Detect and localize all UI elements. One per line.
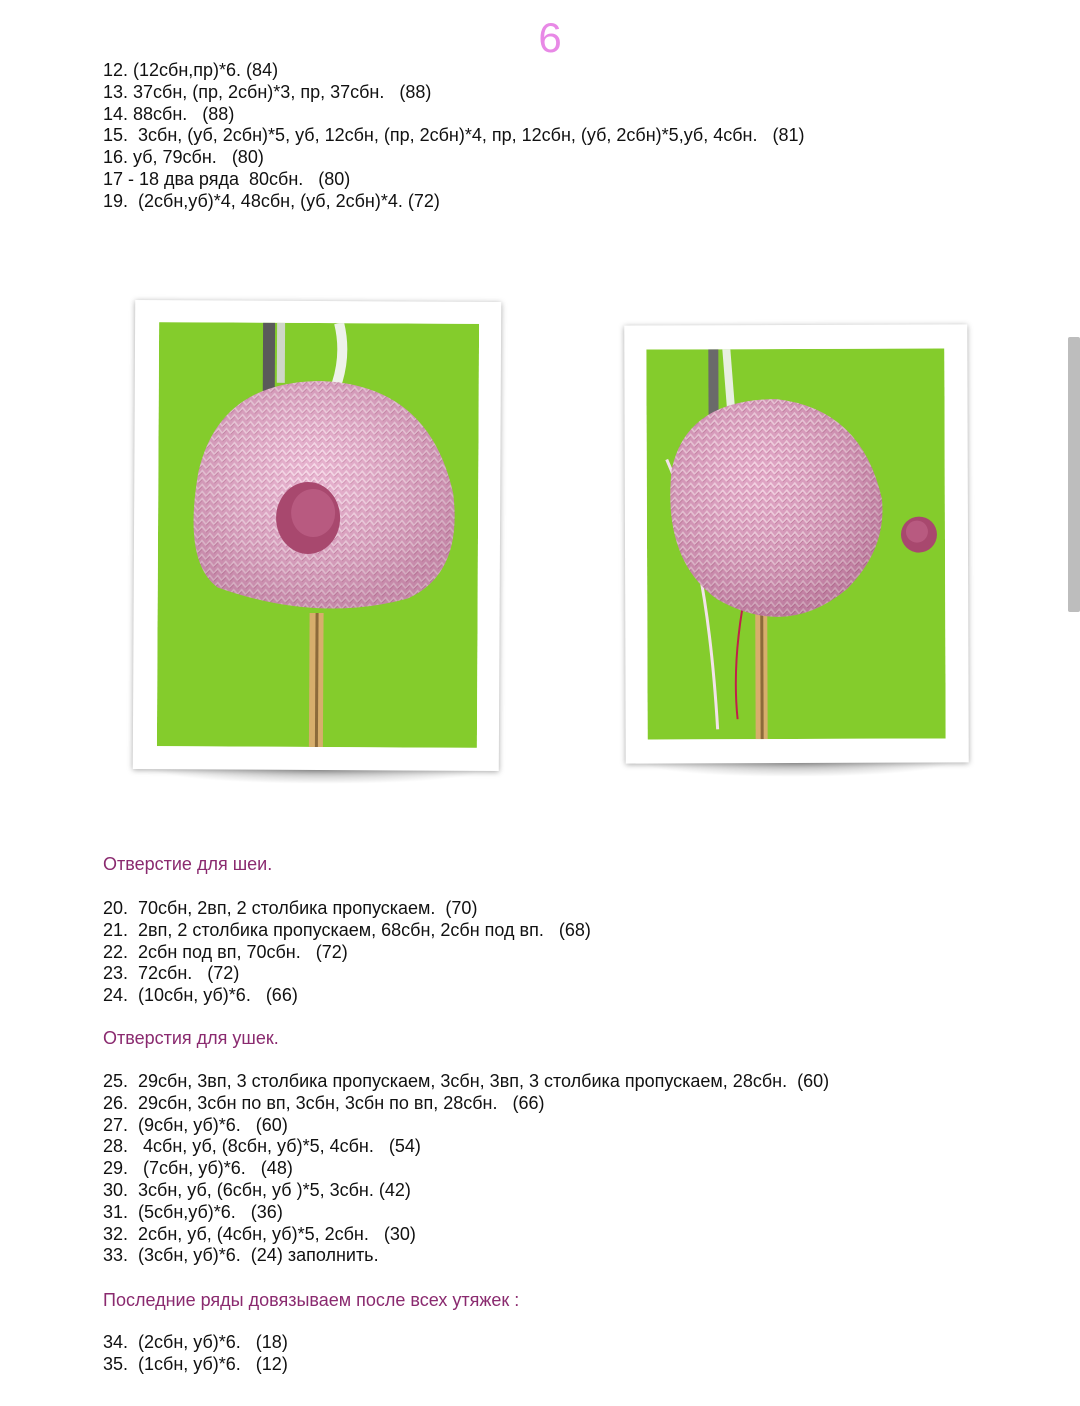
instruction-row: 25. 29сбн, 3вп, 3 столбика пропускаем, 3сбн, 3вп, 3 столбика пропускаем, 28сбн. (60)	[103, 1071, 830, 1091]
instruction-list-rows-34-35	[103, 1332, 288, 1376]
photo-side-view	[624, 324, 969, 763]
instruction-row: 23. 72сбн. (72)	[103, 963, 240, 984]
instruction-row: 20. 70сбн, 2вп, 2 столбика пропускаем. (70)	[103, 898, 478, 918]
instruction-row: 22. 2сбн под вп, 70сбн. (72)	[103, 941, 348, 962]
instruction-list-rows-20-24	[103, 898, 591, 1007]
instruction-row: 29. (7сбн, уб)*6. (48)	[103, 1158, 293, 1179]
scrollbar-thumb[interactable]	[1068, 337, 1080, 612]
instruction-row: 35. (1сбн, уб)*6. (12)	[103, 1353, 288, 1374]
instruction-row: 32. 2сбн, уб, (4сбн, уб)*5, 2сбн. (30)	[103, 1223, 416, 1244]
instruction-row: 24. (10сбн, уб)*6. (66)	[103, 985, 298, 1006]
instruction-row: 31. (5сбн,уб)*6. (36)	[103, 1201, 283, 1222]
instruction-row: 27. (9сбн, уб)*6. (60)	[103, 1114, 288, 1135]
instruction-list-rows-12-19	[103, 60, 804, 213]
crochet-head-side-photo-icon	[646, 348, 945, 739]
instruction-row: 19. (2сбн,уб)*4, 48сбн, (уб, 2сбн)*4. (72)	[103, 190, 440, 211]
section-heading-neck-opening: Отверстие для шеи.	[103, 854, 273, 874]
instruction-row: 15. 3сбн, (уб, 2сбн)*5, уб, 12сбн, (пр, 2сбн)*4, пр, 12сбн, (уб, 2сбн)*5,уб, 4сбн. (81)	[103, 125, 805, 146]
instruction-row: 21. 2вп, 2 столбика пропускаем, 68сбн, 2сбн под вп. (68)	[103, 919, 591, 940]
photo-front-view	[133, 300, 501, 771]
instruction-row: 26. 29сбн, 3сбн по вп, 3сбн, 3сбн по вп, 28сбн. (66)	[103, 1092, 545, 1113]
section-heading-ear-openings: Отверстия для ушек.	[103, 1028, 279, 1048]
instruction-row: 17 - 18 два ряда 80сбн. (80)	[103, 168, 351, 189]
instruction-row: 34. (2сбн, уб)*6. (18)	[103, 1332, 288, 1352]
instruction-row: 28. 4сбн, уб, (8сбн, уб)*5, 4сбн. (54)	[103, 1136, 421, 1157]
instruction-list-rows-25-33	[103, 1071, 829, 1267]
instruction-row: 13. 37сбн, (пр, 2сбн)*3, пр, 37сбн. (88)	[103, 81, 432, 102]
instruction-row: 33. (3сбн, уб)*6. (24) заполнить.	[103, 1245, 379, 1266]
crochet-head-front-photo-icon	[157, 322, 479, 748]
instruction-row: 16. уб, 79сбн. (80)	[103, 147, 264, 168]
instruction-row: 14. 88сбн. (88)	[103, 103, 235, 124]
instruction-row: 30. 3сбн, уб, (6сбн, уб )*5, 3сбн. (42)	[103, 1179, 411, 1200]
section-heading-last-rows: Последние ряды довязываем после всех утяжек :	[103, 1290, 520, 1310]
instruction-row: 12. (12сбн,пр)*6. (84)	[103, 60, 279, 80]
page-number: 6	[538, 14, 562, 61]
